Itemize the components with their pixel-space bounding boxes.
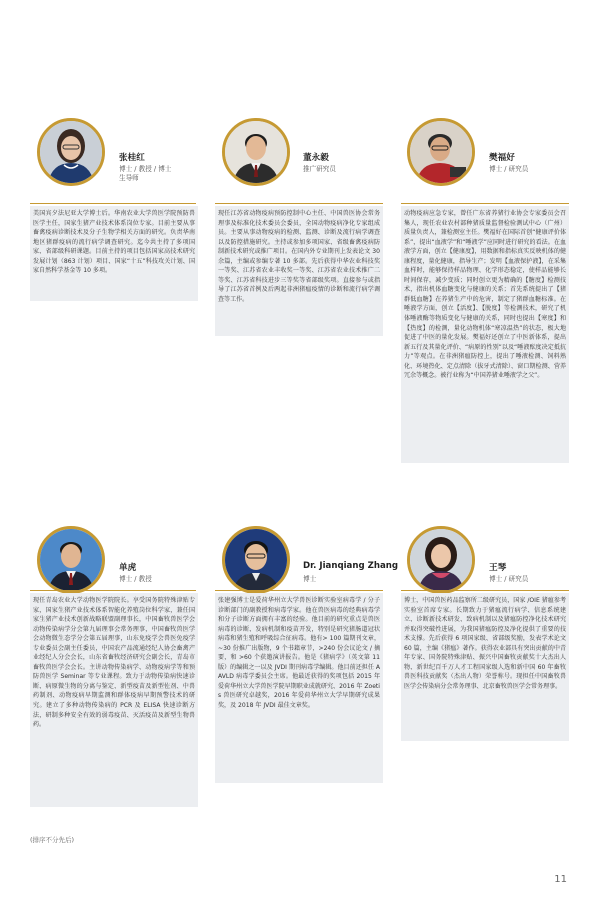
ordering-footnote: (排序不分先后): [30, 836, 75, 844]
portrait-photo: [37, 526, 105, 594]
person-title: 博士 / 研究员: [489, 165, 529, 173]
person-name: 樊福好: [489, 153, 515, 163]
man-portrait-icon: [225, 529, 287, 591]
man-portrait-icon: [40, 529, 102, 591]
person-bio: 张建强博士是爱荷华州立大学兽医诊断实验室病毒学 / 分子诊断部门的副教授和病毒学家。他在兽医病毒的经典病毒学和分子诊断方面拥有丰富的经验。他目前的研究重点是兽医病毒的诊断、发病机制和疫苗开发，特别是研究猪肠道冠状病毒和猪生殖和呼吸综合征病毒。他有> 100 篇期刊文章，~30 份推广出版物，9 个书籍章节，>240 份会议论文 / 摘要，和 >60 个获邀演讲报告。他是《猪病学》（英文第 11 版）的编辑之一以及 JVDI 期刊病毒学编辑。他目前还担任 AAVLD 病毒学委员会主席。他最近获得的奖项包括 2015 年爱荷华州立大学兽医学院早期职业成就研究、2016 年 Zoetis 兽医研究卓越奖，2016 年爱荷华州立大学早期研究成果奖，及 2018 年 JVDI 最佳文章奖。: [215, 593, 383, 783]
divider: [215, 590, 383, 591]
person-title: 推广研究员: [303, 165, 336, 173]
person-bio: 博士，中国兽医药品监察所二级研究员，国家 /OIE 猪瘟参考实验室首席专家。长期致力于猪瘟流行病学、信息系统建立、诊断新技术研发、致病机制以及猪瘟防控净化技术研究并取得突破性进展，为我国猪瘟防控及净化提供了重要的技术支撑。先后获得 6 项国家级、省部级奖励，发表学术论文 60 篇，主编《猪瘟》著作。获得农业部具有突出贡献的中青年专家、国务院特殊津贴、振兴中国畜牧贡献奖十大杰出人物、新世纪百千万人才工程国家级人选和新中国 60 年畜牧兽医科技贡献奖（杰出人物）荣誉称号。现担任中国畜牧兽医学会传染病分会常务理事、北京畜牧兽医学会常务理事。: [401, 593, 569, 741]
divider: [215, 203, 383, 204]
woman-portrait-icon: [40, 121, 102, 183]
person-bio: 动物疫病应急专家，曾任广东省养猪行业协会专家委员会召集人，现任农业农村部种猪质量监督检验测试中心（广州）质量负责人，兼检测室主任。樊福好在国际首创“健康评价体系”，提出“血液学”和“唾液学”应同时进行研究的看法。在血液学方面，创立【健康度】，用数据和指标真实反映机体的健康程度，量化健康，指导生产；发明【血液保护液】，在采集血样时，能够保持样品物理、化学形态稳定，使样品能够长时间保存，减少变质；同时创立更为精确的【糖度】检测技术，指出机体血糖变化与健康的关系；首先系统提出了【猪群低血糖】在养猪生产中的危害，制定了猪群血糖标准。在唾液学方面，创立【活度】、【脱度】等检测技术，研究了机体唾液酶等物质变化与健康的关系，同时也提出【寒度】和【热度】的检测，量化动物机体“寒凉温热”的状态，极大地促进了中医的量化发展。樊福好还创立了中医新体系，提出新五行及其量化评价、“病原的性别”以及“唾液酝度决定抵抗力”等观点。在非洲猪瘟防控上，提出了唾液检测、饲料熟化、环境热化、定点清除（拔牙式清除）、窗口期检测、营养冗余等概念。被行业称为“中国养猪业唾液学之父”。: [401, 206, 569, 463]
person-bio: 现任青岛农业大学动物医学院院长。享受国务院特殊津贴专家，国家生猪产业技术体系智能化养殖岗位科学家，兼任国家生猪产业技术创新战略联盟副理事长，中国畜牧兽医学会动物传染病学分会第九届理事会常务理事，中国畜牧兽医学会动物微生态学分会第五届理事，山东免疫学会兽医免疫学专业委员会副主任委员，中国农产品流通经纪人协会畜禽产业经纪人分会会长，山东省畜牧经济研究会副会长，青岛市畜牧兽医学会会长。主讲动物传染病学、动物疫病学等和预防兽医学 Seminar 等专业课程。致力于动物传染病快速诊断、病原微生物的分离与鉴定、新型疫苗及新型佐剂、中兽药制剂、动物疫病早期监测和群体疫病早期预警技术的研究。建立了多种动物传染病的 PCR 及 ELISA 快速诊断方法，研制多种安全有效的弱毒疫苗、灭活疫苗及新型生物兽药。: [30, 593, 198, 807]
person-bio: 现任江苏省动物疫病预防控制中心主任、中国兽医协会常务理事及标准化技术委员会委员，全国动物疫病净化专家组成员。主要从事动物疫病的检测、监测、诊断及流行病学调查以及防控措施研究。主持或参加多项国家、省级畜禽疫病防制新技术研究或推广项目。在国内外专业期刊上发表论文 30 余篇，主编或参编专著 10 多部。先后获得中华农业科技奖一等奖、江苏省农业丰收奖一等奖、江苏省农业技术推广二等奖、江苏省科技进步三等奖等省部级奖项。直接参与或指导了江苏省首例及后两起非洲猪瘟疫情的诊断和流行病学调查等工作。: [215, 206, 383, 336]
portrait-photo: [222, 526, 290, 594]
person-name: 单虎: [119, 563, 137, 573]
divider: [30, 590, 196, 591]
person-name: 董永毅: [303, 153, 329, 163]
person-name: Dr. Jianqiang Zhang: [303, 561, 399, 571]
man-portrait-icon: [225, 121, 287, 183]
divider: [401, 203, 569, 204]
portrait-photo: [407, 526, 475, 594]
person-bio: 美国宾夕法尼亚大学博士后。华南农业大学兽医学院预防兽医学主任，国家生猪产业技术体系岗位专家。目前主要从事畜禽疫病诊断技术及分子生物学相关方面的研究。负责华南地区猪群疫病的流行病学调查研究。迄今共主持了多项国家、省部级科研课题。目前主持的项目包括国家高技术研究发展计划（863 计划）项目、国家“十五”科技攻关计划、国家自然科学基金等 10 多项。: [30, 206, 198, 301]
person-title: 博士 / 研究员: [489, 575, 529, 583]
person-title: 博士: [303, 575, 317, 583]
man-portrait-icon: [410, 121, 472, 183]
person-title: 博士 / 教授 / 博士生导师: [119, 165, 172, 183]
person-name: 王琴: [489, 563, 507, 573]
page-number: 11: [554, 874, 567, 885]
person-name: 张桂红: [119, 153, 145, 163]
divider: [401, 590, 569, 591]
woman-portrait-icon: [410, 529, 472, 591]
portrait-photo: [222, 118, 290, 186]
portrait-photo: [37, 118, 105, 186]
portrait-photo: [407, 118, 475, 186]
person-title: 博士 / 教授: [119, 575, 152, 583]
divider: [30, 203, 196, 204]
